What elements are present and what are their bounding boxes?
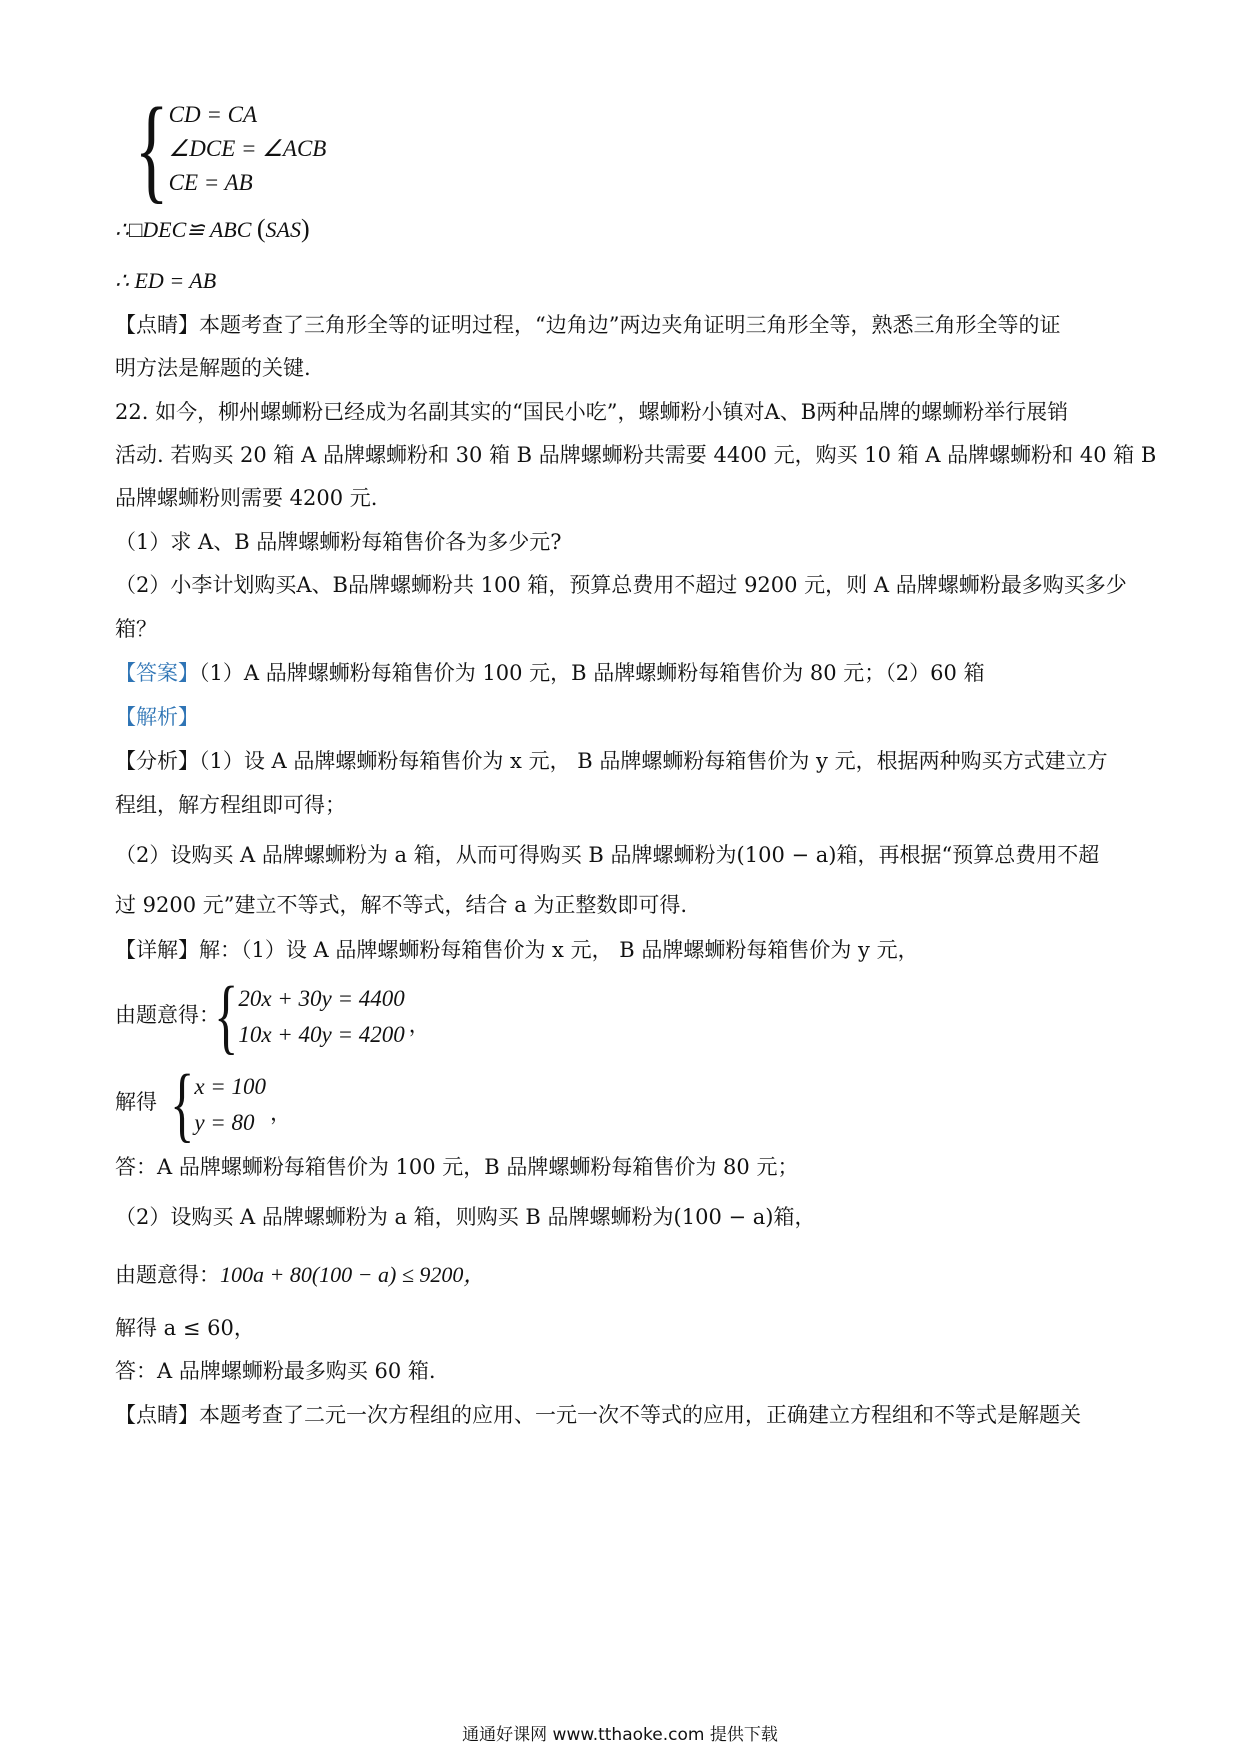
congruence-reason: SAS: [265, 217, 301, 242]
detail-intro: 【详解】解：（1）设 A 品牌螺蛳粉每箱售价为 x 元， B 品牌螺蛳粉每箱售价为 y 元，: [115, 938, 919, 962]
condition-row: CE = AB: [168, 170, 253, 195]
equation-row: 20x + 30y = 4400: [238, 986, 405, 1011]
solution-rows: [194, 1069, 266, 1141]
footer-text: 通通好课网 www.tthaoke.com 提供下载: [462, 1725, 778, 1745]
congruence-rows: [169, 98, 327, 200]
condition-row: ∠DCE = ∠ACB: [168, 136, 327, 161]
comma: ，: [408, 1013, 430, 1037]
solve-2: 解得 a ≤ 60，: [115, 1316, 255, 1340]
problem-stem-line: 活动. 若购买 20 箱 A 品牌螺蛳粉和 30 箱 B 品牌螺蛳粉共需要 4400 元，购买 10 箱 A 品牌螺蛳粉和 40 箱 B: [115, 443, 1157, 467]
analysis-label: 【解析】: [115, 705, 199, 729]
comment-line: 明方法是解题的关键.: [115, 356, 311, 380]
answer-text: （1）A 品牌螺蛳粉每箱售价为 100 元，B 品牌螺蛳粉每箱售价为 80 元；（2）60 箱: [199, 661, 985, 685]
question-2-line: 箱？: [115, 617, 157, 641]
therefore-equal: ∴ ED = AB: [115, 268, 217, 293]
comment-line: 【点睛】本题考查了三角形全等的证明过程，“边角边”两边夹角证明三角形全等，熟悉三角形全等的证: [115, 313, 1061, 337]
answer-label: 【答案】: [115, 661, 199, 685]
analysis-line: 程组，解方程组即可得；: [115, 793, 346, 817]
by-meaning-label: 由题意得：: [115, 1003, 220, 1027]
equation-row: 10x + 40y = 4200: [238, 1022, 405, 1047]
answer-1: 答：A 品牌螺蛳粉每箱售价为 100 元，B 品牌螺蛳粉每箱售价为 80 元；: [115, 1155, 799, 1179]
answer-2: 答：A 品牌螺蛳粉最多购买 60 箱.: [115, 1359, 436, 1383]
equation-rows: [238, 981, 404, 1053]
solution-row: y = 80: [194, 1110, 255, 1135]
congruence-system: [112, 83, 327, 214]
therefore-congruent: ∴□DEC≌ ABC (SAS): [115, 214, 310, 243]
equation-system: [198, 970, 430, 1063]
problem-stem-line: 22. 如今，柳州螺蛳粉已经成为名副其实的“国民小吃”，螺蛳粉小镇对A、B两种品牌的螺蛳粉举行展销: [115, 400, 1069, 424]
comma: ，: [270, 1101, 292, 1125]
problem-stem-line: 品牌螺蛳粉则需要 4200 元.: [115, 486, 378, 510]
question-2-line: （2）小李计划购买A、B品牌螺蛳粉共 100 箱，预算总费用不超过 9200 元，则 A 品牌螺蛳粉最多购买多少: [115, 573, 1127, 597]
analysis-line: 【分析】（1）设 A 品牌螺蛳粉每箱售价为 x 元， B 品牌螺蛳粉每箱售价为 y 元，根据两种购买方式建立方: [115, 749, 1108, 773]
inequality-label: 由题意得：: [115, 1263, 220, 1287]
part-2-intro: （2）设购买 A 品牌螺蛳粉为 a 箱，则购买 B 品牌螺蛳粉为(100 − a)箱，: [115, 1205, 816, 1229]
analysis-line: （2）设购买 A 品牌螺蛳粉为 a 箱，从而可得购买 B 品牌螺蛳粉为(100 − a)箱，再根据“预算总费用不超: [115, 843, 1100, 867]
condition-row: CD = CA: [168, 102, 258, 127]
question-1: （1）求 A、B 品牌螺蛳粉每箱售价各为多少元?: [115, 530, 562, 554]
inequality-line: [115, 1260, 485, 1290]
inequality: 100a + 80(100 − a) ≤ 9200，: [220, 1262, 486, 1287]
brace-icon: {: [214, 970, 239, 1063]
brace-icon: {: [134, 83, 169, 214]
solution-row: x = 100: [194, 1074, 267, 1099]
comment-line: 【点睛】本题考查了二元一次方程组的应用、一元一次不等式的应用，正确建立方程组和不等式是解题关: [115, 1403, 1081, 1427]
brace-icon: {: [170, 1058, 195, 1151]
congruence-statement: ∴□DEC≌ ABC: [115, 217, 252, 242]
solution-system: [154, 1058, 292, 1151]
answer-line: [115, 658, 985, 688]
analysis-line: 过 9200 元”建立不等式，解不等式，结合 a 为正整数即可得.: [115, 893, 688, 917]
solve-label: 解得: [115, 1090, 157, 1114]
